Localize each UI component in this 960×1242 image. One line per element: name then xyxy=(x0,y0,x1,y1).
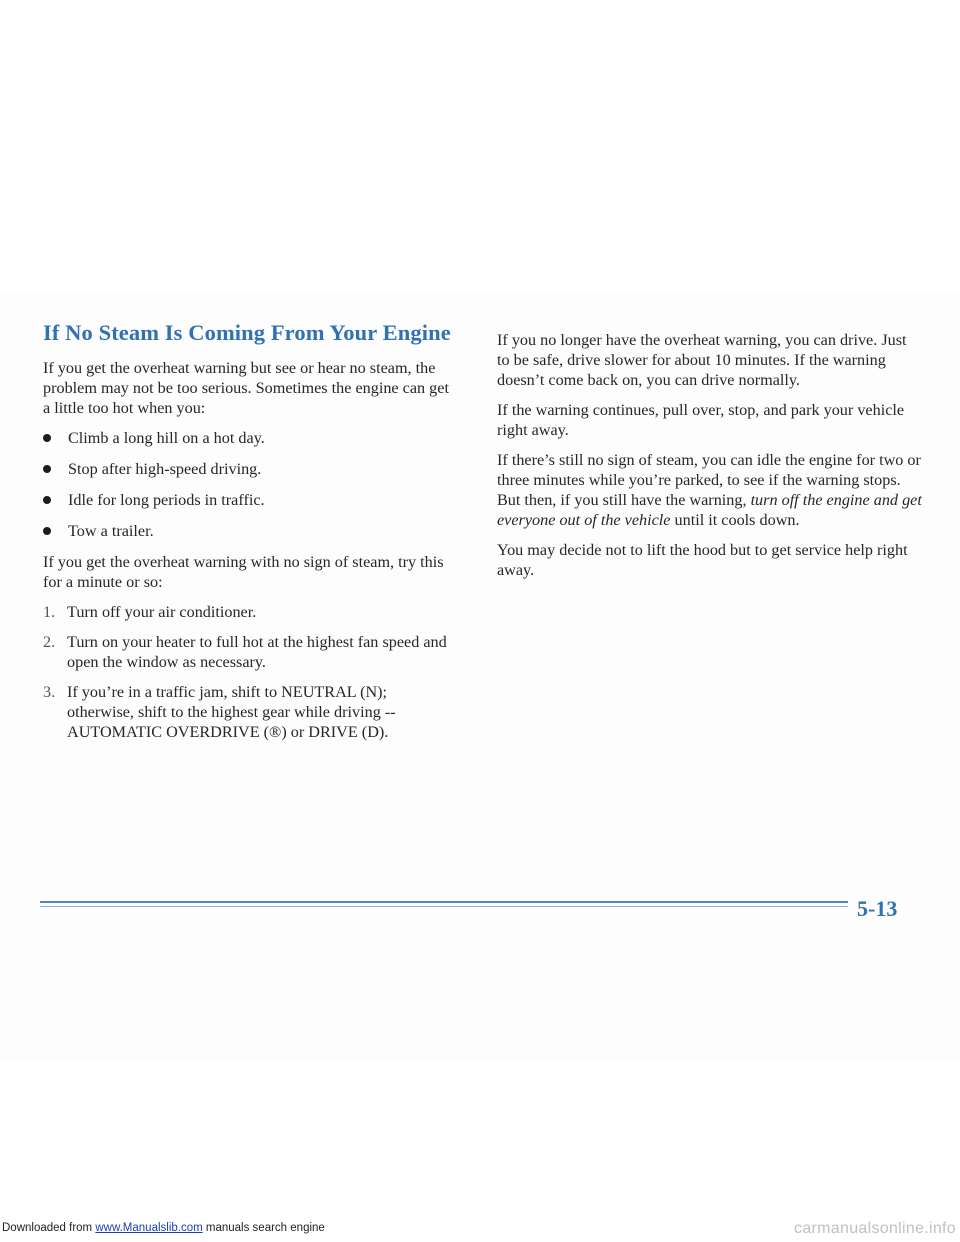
list-item: Tow a trailer. xyxy=(43,521,458,541)
section-heading: If No Steam Is Coming From Your Engine xyxy=(43,320,451,345)
list-item: Climb a long hill on a hot day. xyxy=(43,428,458,448)
step-item: 3. If you’re in a traffic jam, shift to NEUTRAL (N); otherwise, shift to the highest gear while driving -- AUTOMATIC OVERDRIVE (®) or DRIVE (D). xyxy=(43,683,396,741)
bullet-icon xyxy=(43,434,51,442)
watermark-text: carmanualsonline.info xyxy=(794,1220,956,1237)
steps-list xyxy=(43,602,458,742)
paragraph-get-service: You may decide not to lift the hood but to get service help right away. xyxy=(497,541,908,579)
intro-paragraph: If you get the overheat warning but see or hear no steam, the problem may not be too serious. Sometimes the engine can get a little too hot when you: xyxy=(43,359,449,417)
page-number: 5-13 xyxy=(857,896,898,921)
footer-rule-thin xyxy=(40,906,848,907)
bullet-icon xyxy=(43,465,51,473)
step-item: 1. Turn off your air conditioner. xyxy=(43,603,257,621)
footer-rule xyxy=(40,901,848,903)
steps-lead-paragraph: If you get the overheat warning with no sign of steam, try this for a minute or so: xyxy=(43,553,444,591)
left-column xyxy=(43,320,458,752)
list-item: Idle for long periods in traffic. xyxy=(43,490,458,510)
right-column xyxy=(497,330,922,590)
bullet-icon xyxy=(43,496,51,504)
manualslib-link[interactable]: www.Manualslib.com xyxy=(95,1222,203,1234)
conditions-list xyxy=(43,428,458,541)
list-item: Stop after high-speed driving. xyxy=(43,459,458,479)
bullet-icon xyxy=(43,527,51,535)
italic-warning-text: turn off the engine and get everyone out of the vehicle xyxy=(497,491,922,529)
download-footer xyxy=(0,1220,960,1238)
downloaded-from-text: Downloaded from www.Manualslib.com manuals search engine xyxy=(2,1222,325,1234)
paragraph-drive-after-warning: If you no longer have the overheat warning, you can drive. Just to be safe, drive slower for about 10 minutes. If the warning doesn’t come back on, you can drive normally. xyxy=(497,331,907,389)
paragraph-idle-engine: If there’s still no sign of steam, you can idle the engine for two or three minutes while you’re parked, to see if the warning stops. But then, if you still have the warning, turn off the engine and get everyone out of the vehicle until it cools down. xyxy=(497,451,922,529)
step-item: 2. Turn on your heater to full hot at the highest fan speed and open the window as necessary. xyxy=(43,633,447,671)
paragraph-warning-continues: If the warning continues, pull over, stop, and park your vehicle right away. xyxy=(497,401,905,439)
